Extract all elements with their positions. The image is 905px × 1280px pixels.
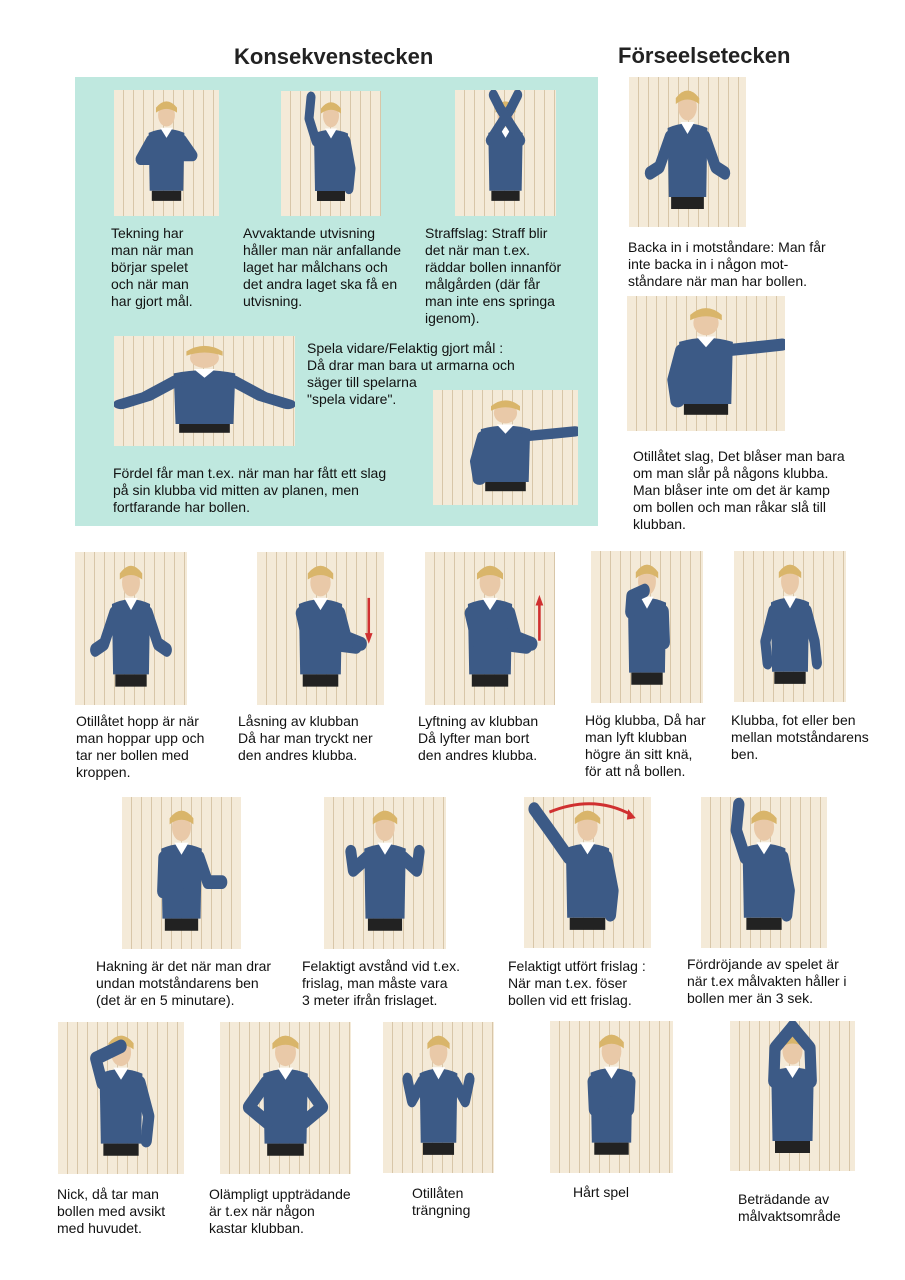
caption-line: trängning	[412, 1202, 471, 1218]
photo-hog-klubba	[591, 551, 703, 703]
referee-figure	[701, 797, 827, 948]
caption-line: 3 meter ifrån frislaget.	[302, 992, 438, 1008]
referee-figure	[122, 797, 241, 949]
photo-olampligt	[220, 1022, 351, 1174]
caption-line: Otillåtet slag, Det blåser man bara	[633, 448, 845, 464]
caption-line: på sin klubba vid mitten av planen, men	[113, 482, 359, 498]
caption-line: "spela vidare".	[307, 391, 397, 407]
caption-line: har gjort mål.	[111, 293, 193, 309]
caption-line: man hoppar upp och	[76, 730, 205, 746]
caption-line: bollen med avsikt	[57, 1203, 166, 1219]
referee-figure	[524, 797, 651, 948]
caption-line: det när man t.ex.	[425, 242, 531, 258]
caption-line: och när man	[111, 276, 189, 292]
photo-straffslag	[455, 90, 556, 216]
caption-tekning	[111, 225, 193, 310]
photo-klubba-fot	[734, 551, 846, 702]
caption-line: man inte ens springa	[425, 293, 555, 309]
caption-line: frislag, man måste vara	[302, 975, 448, 991]
caption-line: målgården (där får	[425, 276, 541, 292]
photo-otillatet-hopp	[75, 552, 187, 705]
referee-figure	[383, 1022, 494, 1173]
caption-line: Felaktigt utfört frislag :	[508, 958, 646, 974]
referee-figure	[75, 552, 187, 705]
caption-line: Beträdande av	[738, 1191, 830, 1207]
caption-line: Tekning har	[111, 225, 184, 241]
caption-line: Fördel får man t.ex. när man har fått ett slag	[113, 465, 387, 481]
caption-olampligt	[209, 1186, 351, 1237]
photo-felaktigt-avstand	[324, 797, 446, 949]
caption-line: Hårt spel	[573, 1184, 630, 1200]
photo-lyftning	[425, 552, 555, 705]
caption-line: räddar bollen innanför	[425, 259, 562, 275]
referee-figure	[281, 91, 381, 216]
referee-figure	[220, 1022, 351, 1174]
caption-line: inte backa in i någon mot-	[628, 256, 789, 272]
caption-line: Nick, då tar man	[57, 1186, 159, 1202]
photo-tekning	[114, 90, 219, 216]
caption-line: börjar spelet	[111, 259, 189, 275]
caption-line: den andres klubba.	[238, 747, 358, 763]
photo-trangning	[383, 1022, 494, 1173]
caption-lasning	[238, 713, 373, 764]
caption-line: Klubba, fot eller ben	[731, 712, 856, 728]
caption-straffslag	[425, 225, 561, 327]
caption-line: Spela vidare/Felaktig gjort mål :	[307, 340, 504, 356]
caption-line: Felaktigt avstånd vid t.ex.	[302, 958, 460, 974]
caption-felaktigt-avstand	[302, 958, 460, 1009]
caption-line: man lyft klubban	[585, 729, 687, 745]
photo-hakning	[122, 797, 241, 949]
caption-lyftning	[418, 713, 538, 764]
photo-spela-vidare	[114, 336, 295, 446]
referee-figure	[257, 552, 384, 705]
caption-line: Backa in i motståndare: Man får	[628, 239, 826, 255]
referee-figure	[425, 552, 555, 705]
heading-konsekvenstecken: Konsekvenstecken	[234, 44, 434, 69]
caption-line: säger till spelarna	[307, 374, 417, 390]
photo-betradande	[730, 1021, 855, 1171]
referee-figure	[58, 1022, 184, 1174]
photo-lasning	[257, 552, 384, 705]
caption-line: Då har man tryckt ner	[238, 730, 373, 746]
referee-figure	[734, 551, 846, 702]
photo-fordrojande	[701, 797, 827, 948]
caption-line: undan motståndarens ben	[96, 975, 259, 991]
caption-otillatet-slag	[633, 448, 845, 533]
caption-hog-klubba	[585, 712, 706, 780]
caption-avvaktande	[243, 225, 401, 310]
caption-hakning	[96, 958, 271, 1009]
caption-line: mellan motståndarens	[731, 729, 869, 745]
caption-line: man när man	[111, 242, 194, 258]
caption-line: kroppen.	[76, 764, 131, 780]
referee-figure	[324, 797, 446, 949]
caption-line: om man slår på någons klubba.	[633, 465, 829, 481]
caption-line: igenom).	[425, 310, 480, 326]
caption-line: den andres klubba.	[418, 747, 538, 763]
caption-line: håller man när anfallande	[243, 242, 401, 258]
caption-line: kastar klubban.	[209, 1220, 304, 1236]
caption-line: klubban.	[633, 516, 686, 532]
referee-figure	[114, 90, 219, 216]
referee-figure	[629, 77, 746, 227]
caption-line: Hög klubba, Då har	[585, 712, 706, 728]
caption-fordrojande	[687, 956, 847, 1007]
caption-line: om bollen och man råkar slå till	[633, 499, 826, 515]
caption-klubba-fot	[731, 712, 869, 763]
caption-line: när t.ex målvakten håller i	[687, 973, 847, 989]
caption-line: Hakning är det när man drar	[96, 958, 272, 974]
caption-line: Då drar man bara ut armarna och	[307, 357, 515, 373]
referee-figure	[114, 336, 295, 446]
caption-line: ståndare när man har bollen.	[628, 273, 807, 289]
caption-line: ben.	[731, 746, 759, 762]
referee-figure	[550, 1021, 673, 1173]
caption-line: Straffslag: Straff blir	[425, 225, 548, 241]
photo-otillatet-slag	[627, 296, 785, 431]
caption-spela-vidare	[307, 340, 515, 408]
caption-line: Låsning av klubban	[238, 713, 359, 729]
caption-line: Olämpligt uppträdande	[209, 1186, 351, 1202]
caption-nick	[57, 1186, 165, 1237]
caption-felaktigt-frislag	[508, 958, 646, 1009]
caption-fordel	[113, 465, 386, 516]
referee-figure	[627, 296, 785, 431]
caption-line: det andra laget ska få en	[243, 276, 398, 292]
referee-figure	[591, 551, 703, 703]
caption-line: Då lyfter man bort	[418, 730, 530, 746]
caption-otillatet-hopp	[76, 713, 204, 781]
caption-line: Otillåten	[412, 1185, 464, 1201]
caption-betradande	[738, 1191, 841, 1225]
caption-line: målvaktsområde	[738, 1208, 841, 1224]
caption-line: laget har målchans och	[243, 259, 388, 275]
photo-felaktigt-frislag	[524, 797, 651, 948]
caption-line: är t.ex när någon	[209, 1203, 315, 1219]
caption-trangning	[412, 1185, 470, 1219]
caption-line: Otillåtet hopp är när	[76, 713, 199, 729]
caption-line: utvisning.	[243, 293, 303, 309]
photo-backa-in	[629, 77, 746, 227]
caption-line: för att nå bollen.	[585, 763, 686, 779]
photo-hart-spel	[550, 1021, 673, 1173]
caption-line: högre än sitt knä,	[585, 746, 693, 762]
photo-avvaktande	[281, 91, 381, 216]
caption-line: Avvaktande utvisning	[243, 225, 376, 241]
heading-forseelsetecken: Förseelsetecken	[618, 43, 791, 68]
caption-line: bollen vid ett frislag.	[508, 992, 632, 1008]
caption-line: (det är en 5 minutare).	[96, 992, 235, 1008]
caption-backa-in	[628, 239, 826, 290]
caption-line: När man t.ex. föser	[508, 975, 628, 991]
caption-hart-spel	[573, 1184, 629, 1201]
caption-line: Lyftning av klubban	[418, 713, 539, 729]
caption-line: Man blåser inte om det är kamp	[633, 482, 830, 498]
photo-nick	[58, 1022, 184, 1174]
caption-line: bollen mer än 3 sek.	[687, 990, 814, 1006]
referee-figure	[455, 90, 556, 216]
caption-line: tar ner bollen med	[76, 747, 189, 763]
referee-figure	[730, 1021, 855, 1171]
caption-line: med huvudet.	[57, 1220, 142, 1236]
caption-line: fortfarande har bollen.	[113, 499, 250, 515]
caption-line: Fördröjande av spelet är	[687, 956, 839, 972]
